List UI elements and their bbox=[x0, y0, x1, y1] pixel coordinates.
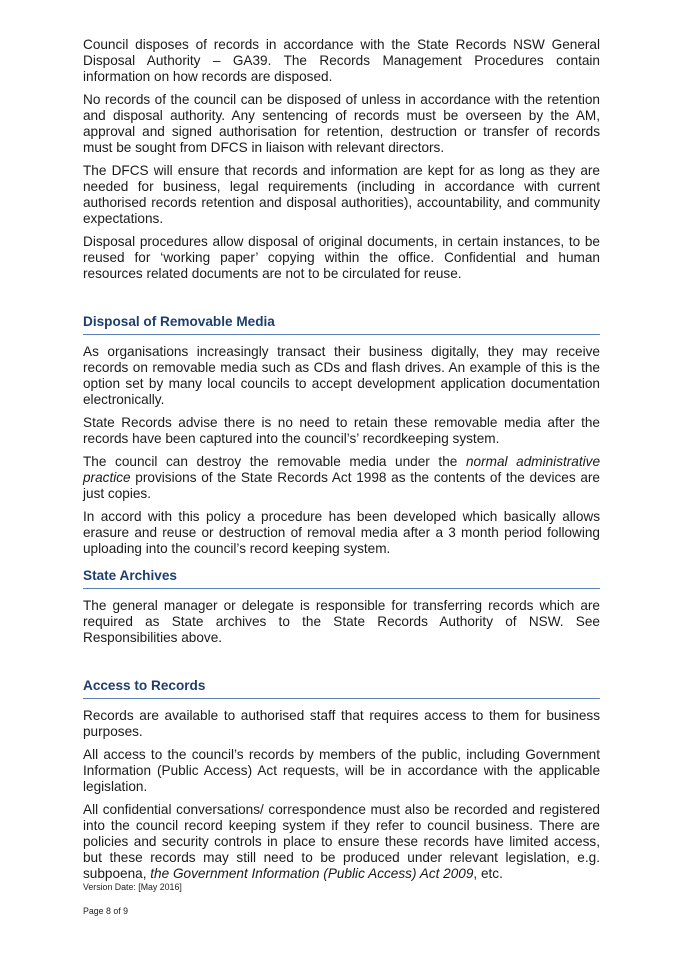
intro-paragraph-3: The DFCS will ensure that records and information are kept for as long as they are needed for business, legal requirements (including in accordance with current authorised records retention and disposal authorities), accountability, and community expectations. bbox=[83, 163, 600, 226]
access-p3-text-a: All confidential conversations/ correspondence must also be recorded and registered into the council record keeping system if they refer to council business. There are policies and security controls in place to ensure these records have limited access, but these records may still need to be produced under relevant legislation, e.g. subpoena, bbox=[83, 802, 600, 881]
rm-p3-text-a: The council can destroy the removable media under the bbox=[83, 454, 466, 469]
footer-version-date: Version Date: [May 2016] bbox=[83, 882, 182, 892]
document-body bbox=[83, 37, 600, 889]
removable-media-paragraph-1: As organisations increasingly transact their business digitally, they may receive records on removable media such as CDs and flash drives. An example of this is the option set by many local councils to accept development application documentation electronically. bbox=[83, 344, 600, 407]
state-archives-paragraph-1: The general manager or delegate is responsible for transferring records which are required as State archives to the State Records Authority of NSW. See Responsibilities above. bbox=[83, 598, 600, 645]
access-paragraph-1: Records are available to authorised staff that requires access to them for business purposes. bbox=[83, 708, 600, 739]
rm-p3-text-b: provisions of the State Records Act 1998 as the contents of the devices are just copies. bbox=[83, 470, 600, 501]
intro-paragraph-4: Disposal procedures allow disposal of original documents, in certain instances, to be reused for ‘working paper’ copying within the office. Confidential and human resources related documents are not to be circulated for reuse. bbox=[83, 234, 600, 281]
removable-media-paragraph-2: State Records advise there is no need to retain these removable media after the records have been captured into the council’s’ recordkeeping system. bbox=[83, 415, 600, 446]
intro-paragraph-1: Council disposes of records in accordance with the State Records NSW General Disposal Authority – GA39. The Records Management Procedures contain information on how records are disposed. bbox=[83, 37, 600, 84]
access-paragraph-2: All access to the council’s records by members of the public, including Government Information (Public Access) Act requests, will be in accordance with the applicable legislation. bbox=[83, 747, 600, 794]
removable-media-paragraph-4: In accord with this policy a procedure has been developed which basically allows erasure and reuse or destruction of removal media after a 3 month period following uploading into the council’s record keeping system. bbox=[83, 509, 600, 556]
heading-access-to-records: Access to Records bbox=[83, 678, 600, 699]
footer-page-number: Page 8 of 9 bbox=[83, 906, 128, 916]
removable-media-paragraph-3 bbox=[83, 454, 600, 502]
access-paragraph-3 bbox=[83, 802, 600, 882]
heading-state-archives: State Archives bbox=[83, 568, 600, 589]
intro-paragraph-2: No records of the council can be disposed of unless in accordance with the retention and disposal authority. Any sentencing of records must be overseen by the AM, approval and signed authorisation for retention, destruction or transfer of records must be sought from DFCS in liaison with relevant directors. bbox=[83, 92, 600, 155]
rm-p3-italic: normal administrative practice bbox=[83, 454, 601, 485]
access-p3-text-b: , etc. bbox=[473, 866, 503, 881]
access-p3-italic: the Government Information (Public Access) Act 2009 bbox=[150, 866, 474, 881]
heading-removable-media: Disposal of Removable Media bbox=[83, 314, 600, 335]
